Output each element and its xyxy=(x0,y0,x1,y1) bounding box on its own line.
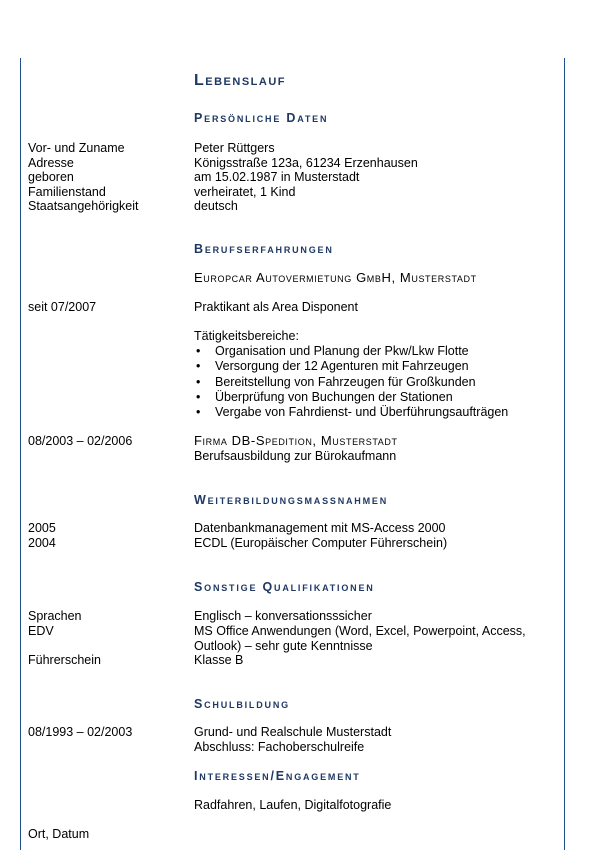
label-nationality: Staatsangehörigkeit xyxy=(28,199,139,213)
label-it: EDV xyxy=(28,624,54,638)
label-birth: geboren xyxy=(28,170,74,184)
training-item-ecdl: ECDL (Europäischer Computer Führerschein) xyxy=(194,536,448,550)
company-europcar: Europcar Autovermietung GmbH, Musterstadt xyxy=(194,270,477,285)
section-heading-qualifications: Sonstige Qualifikationen xyxy=(194,580,375,594)
value-languages: Englisch – konversationsssicher xyxy=(194,609,372,623)
training-item-access: Datenbankmanagement mit MS-Access 2000 xyxy=(194,521,446,535)
role-europcar: Praktikant als Area Disponent xyxy=(194,300,358,314)
label-name: Vor- und Zuname xyxy=(28,141,125,155)
school-period: 08/1993 – 02/2003 xyxy=(28,725,133,739)
place-date-label: Ort, Datum xyxy=(28,827,90,841)
value-address: Königsstraße 123a, 61234 Erzenhausen xyxy=(194,155,418,170)
tasks-label: Tätigkeitsbereiche: xyxy=(194,329,299,343)
list-item: • Versorgung der 12 Agenturen mit Fahrzeugen xyxy=(194,359,508,374)
value-name: Peter Rüttgers xyxy=(194,141,275,155)
list-item: • Vergabe von Fahrdienst- und Überführungsaufträgen xyxy=(194,405,508,420)
interests-text: Radfahren, Laufen, Digitalfotografie xyxy=(194,798,392,812)
document-title: Lebenslauf xyxy=(194,72,286,89)
school-name: Grund- und Realschule Musterstadt xyxy=(194,725,392,739)
right-border-line xyxy=(564,58,565,850)
value-family-status: verheiratet, 1 Kind xyxy=(194,184,296,199)
company-db-spedition: Firma DB-Spedition, Musterstadt xyxy=(194,433,398,448)
label-license: Führerschein xyxy=(28,653,101,667)
left-border-line xyxy=(20,58,21,850)
list-item: • Bereitstellung von Fahrzeugen für Großkunden xyxy=(194,375,508,390)
period-europcar: seit 07/2007 xyxy=(28,300,97,314)
value-it-line1: MS Office Anwendungen (Word, Excel, Powerpoint, Access, xyxy=(194,624,526,638)
section-heading-training: Weiterbildungsmassnahmen xyxy=(194,493,389,507)
value-license: Klasse B xyxy=(194,653,244,667)
list-item: • Organisation und Planung der Pkw/Lkw Flotte xyxy=(194,344,508,359)
section-heading-personal: Persönliche Daten xyxy=(194,111,329,125)
tasks-list xyxy=(194,344,508,420)
period-db-spedition: 08/2003 – 02/2006 xyxy=(28,434,133,448)
value-birth: am 15.02.1987 in Musterstadt xyxy=(194,170,360,184)
label-family-status: Familienstand xyxy=(28,184,106,199)
section-heading-experience: Berufserfahrungen xyxy=(194,242,334,256)
training-year-2005: 2005 xyxy=(28,521,56,535)
school-degree: Abschluss: Fachoberschulreife xyxy=(194,740,365,754)
value-it-line2: Outlook) – sehr gute Kenntnisse xyxy=(194,638,373,653)
label-address: Adresse xyxy=(28,155,74,170)
section-heading-interests: Interessen/Engagement xyxy=(194,769,361,783)
value-nationality: deutsch xyxy=(194,199,238,213)
label-languages: Sprachen xyxy=(28,609,82,623)
role-db-spedition: Berufsausbildung zur Bürokaufmann xyxy=(194,449,397,463)
training-year-2004: 2004 xyxy=(28,536,56,550)
list-item: • Überprüfung von Buchungen der Stationen xyxy=(194,390,508,405)
section-heading-school: Schulbildung xyxy=(194,697,290,711)
